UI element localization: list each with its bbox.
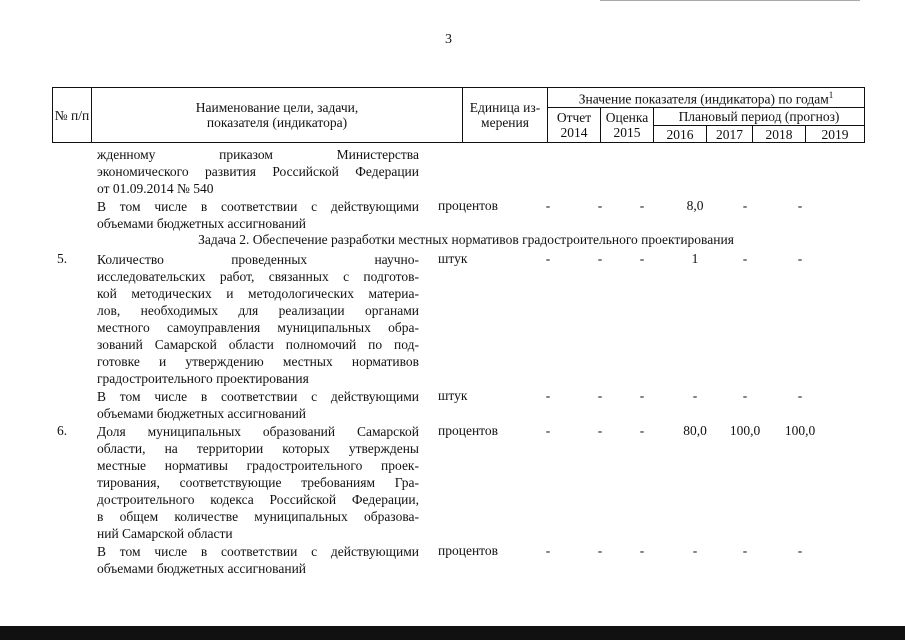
value-cell: - (797, 388, 803, 403)
indicator-name-line: объемами бюджетных ассигнований (97, 561, 307, 576)
indicator-name-line: В том числе в соответствии с действующими (97, 389, 419, 404)
value-cell: - (545, 423, 551, 438)
page-number: 3 (445, 32, 452, 47)
header-num: № п/п (53, 88, 92, 143)
indicator-name-line: жденному приказом Министерства (97, 147, 419, 162)
header-year: 2019 (806, 126, 865, 143)
indicator-name-line: от 01.09.2014 № 540 (97, 181, 214, 196)
header-name: Наименование цели, задачи, показателя (индикатора) (92, 88, 463, 143)
value-cell: - (639, 543, 645, 558)
header-year: 2016 (654, 126, 707, 143)
value-cell: - (545, 198, 551, 213)
value-cell: - (692, 388, 698, 403)
row-number: 6. (57, 423, 68, 438)
value-cell: - (797, 251, 803, 266)
value-cell: - (545, 251, 551, 266)
value-cell: - (742, 251, 748, 266)
header-report: Отчет 2014 (548, 107, 601, 143)
unit-cell: процентов (438, 198, 499, 213)
indicator-name-line: местные нормативы градостроительного проек- (97, 458, 419, 473)
table-header (52, 87, 865, 143)
value-cell: - (639, 388, 645, 403)
value-cell: - (597, 423, 603, 438)
indicator-name-line: экономического развития Российской Федерации (97, 164, 419, 179)
scan-bottom-edge (0, 626, 905, 640)
indicator-name-line: В том числе в соответствии с действующими (97, 544, 419, 559)
value-cell: - (797, 198, 803, 213)
row-number: 5. (57, 251, 68, 266)
scan-edge-line (600, 0, 860, 1)
indicator-name-line: достроительного кодекса Российской Федерации, (97, 492, 419, 507)
indicator-name-line: области, на территории которых утверждены (97, 441, 419, 456)
indicator-name-line: Доля муниципальных образований Самарской (97, 424, 419, 439)
header-estimate: Оценка 2015 (601, 107, 654, 143)
value-cell: - (742, 198, 748, 213)
unit-cell: процентов (438, 543, 499, 558)
indicator-name-line: зований Самарской области полномочий по под- (97, 337, 419, 352)
header-plan: Плановый период (прогноз) (654, 107, 865, 126)
indicator-name-line: кой методических и методологических материа- (97, 286, 419, 301)
indicator-name-line: готовке и утверждению местных нормативов (97, 354, 419, 369)
value-cell: - (639, 198, 645, 213)
value-cell: 100,0 (729, 423, 761, 438)
value-cell: - (597, 543, 603, 558)
indicator-name-line: объемами бюджетных ассигнований (97, 216, 307, 231)
unit-cell: штук (438, 388, 468, 403)
value-cell: - (692, 543, 698, 558)
value-cell: - (639, 251, 645, 266)
value-cell: - (545, 388, 551, 403)
value-cell: - (742, 543, 748, 558)
header-unit: Единица из-мерения (463, 88, 548, 143)
value-cell: - (597, 251, 603, 266)
value-cell: 100,0 (784, 423, 816, 438)
task-heading: Задача 2. Обеспечение разработки местных нормативов градостроительного проектирования (198, 232, 734, 247)
unit-cell: штук (438, 251, 468, 266)
value-cell: 1 (691, 251, 699, 266)
value-cell: - (597, 388, 603, 403)
indicator-name-line: тирования, соответствующие требованиям Гра- (97, 475, 419, 490)
value-cell: 8,0 (686, 198, 704, 213)
indicator-name-line: В том числе в соответствии с действующими (97, 199, 419, 214)
header-year: 2017 (707, 126, 753, 143)
value-cell: - (597, 198, 603, 213)
value-cell: - (742, 388, 748, 403)
header-values: Значение показателя (индикатора) по годам$^1$ (548, 88, 865, 108)
unit-cell: процентов (438, 423, 499, 438)
indicator-name-line: лов, необходимых для реализации органами (97, 303, 419, 318)
value-cell: - (639, 423, 645, 438)
indicator-name-line: градостроительного проектирования (97, 371, 309, 386)
indicator-name-line: ний Самарской области (97, 526, 233, 541)
indicator-name-line: Количество проведенных научно- (97, 252, 419, 267)
indicator-name-line: объемами бюджетных ассигнований (97, 406, 307, 421)
value-cell: - (545, 543, 551, 558)
value-cell: 80,0 (683, 423, 707, 438)
indicator-name-line: местного самоуправления муниципальных обра- (97, 320, 419, 335)
header-year: 2018 (753, 126, 806, 143)
value-cell: - (797, 543, 803, 558)
indicator-name-line: в общем количестве муниципальных образова- (97, 509, 419, 524)
indicator-name-line: исследовательских работ, связанных с подготов- (97, 269, 419, 284)
